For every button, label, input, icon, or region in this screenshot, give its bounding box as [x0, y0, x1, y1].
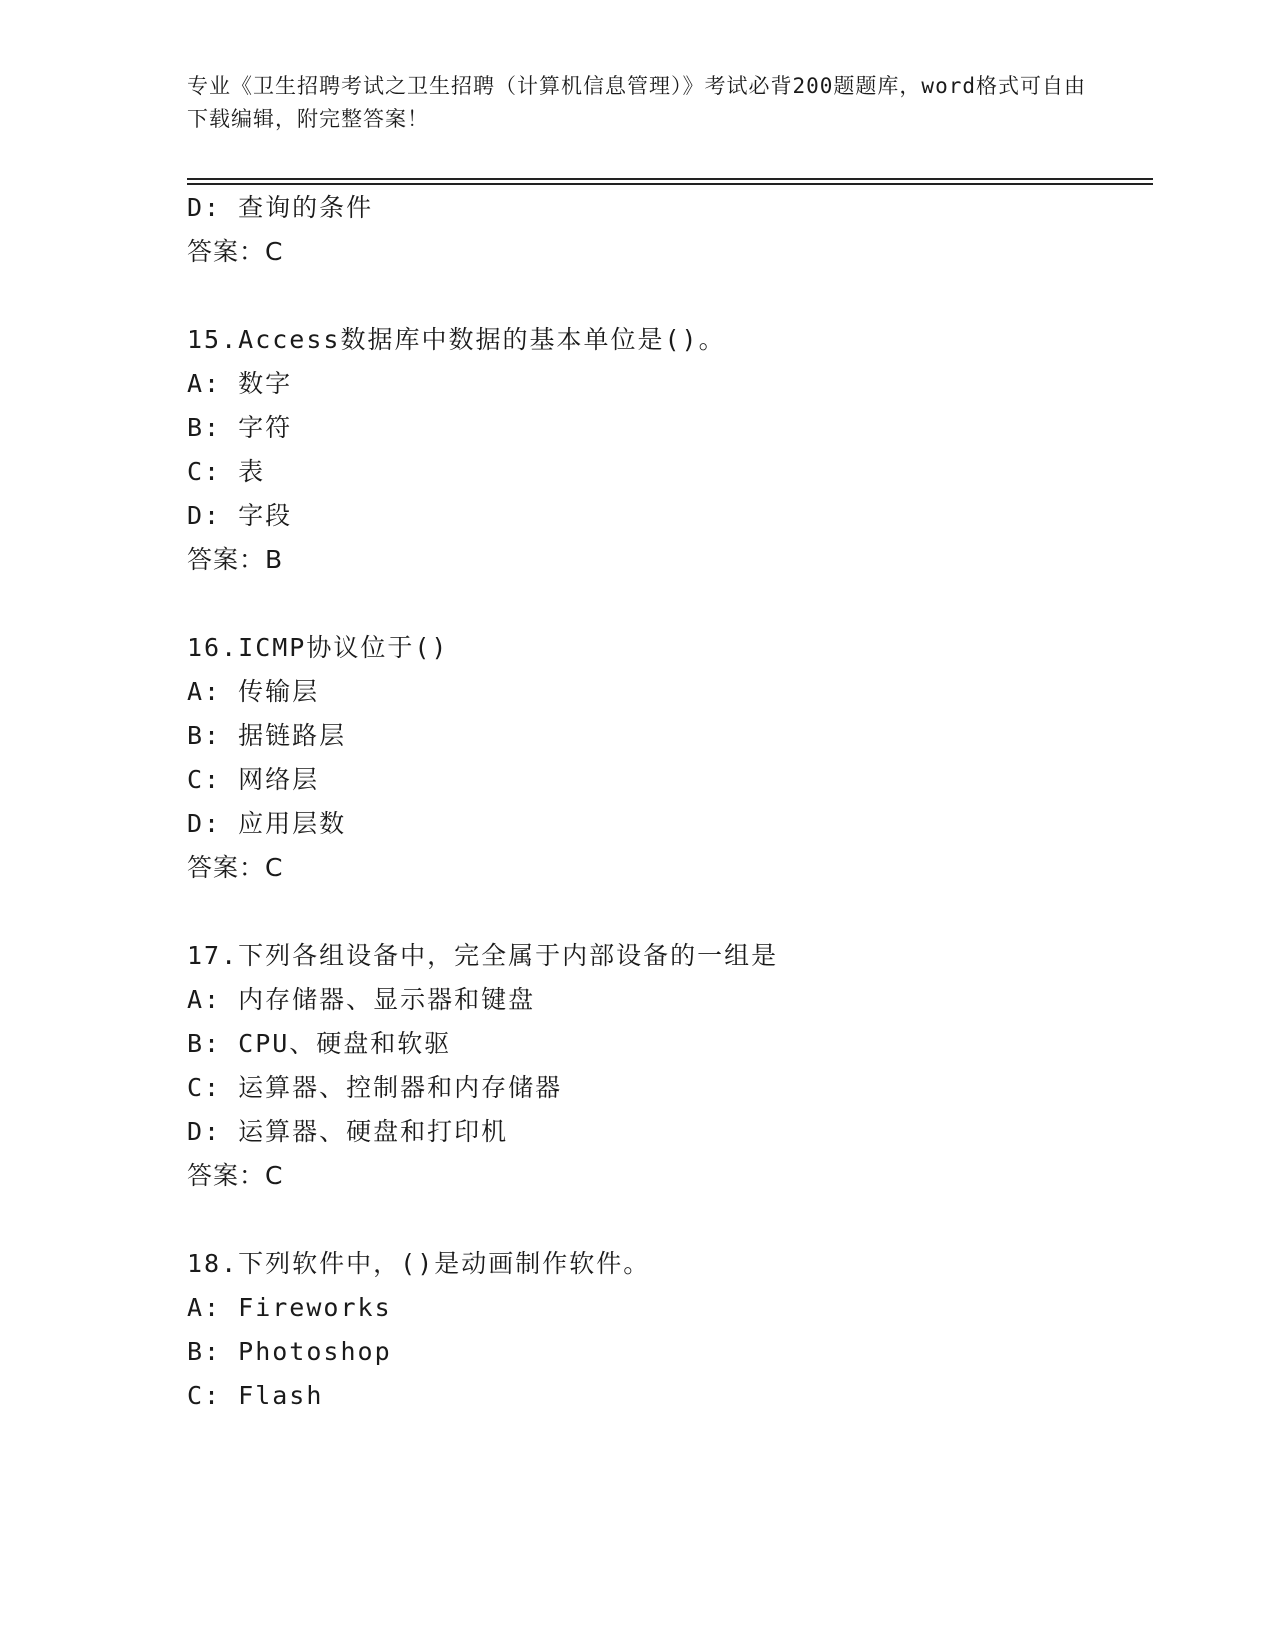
option-a: A: 数字 [187, 369, 293, 398]
option-d: D: 查询的条件 [187, 193, 374, 222]
option-c: C: 网络层 [187, 765, 320, 794]
option-c: C: Flash [187, 1381, 324, 1410]
header-divider-top [187, 178, 1153, 180]
document-header: 专业《卫生招聘考试之卫生招聘（计算机信息管理）》考试必背200题题库，word格式可自由下载编辑，附完整答案！ [187, 74, 1086, 131]
option-d: D: 运算器、硬盘和打印机 [187, 1117, 509, 1146]
answer: 答案：C [187, 1161, 284, 1190]
option-a: A: 传输层 [187, 677, 320, 706]
option-d: D: 应用层数 [187, 809, 347, 838]
option-b: B: Photoshop [187, 1337, 392, 1366]
option-a: A: 内存储器、显示器和键盘 [187, 985, 536, 1014]
answer: 答案：C [187, 853, 284, 882]
option-c: C: 表 [187, 457, 266, 486]
question-15: 15.Access数据库中数据的基本单位是()。 [187, 325, 726, 354]
header-divider-bottom [187, 183, 1153, 185]
option-b: B: CPU、硬盘和软驱 [187, 1029, 452, 1058]
option-b: B: 字符 [187, 413, 293, 442]
question-16: 16.ICMP协议位于() [187, 633, 449, 662]
question-18: 18.下列软件中，()是动画制作软件。 [187, 1249, 651, 1278]
answer: 答案：C [187, 237, 284, 266]
option-a: A: Fireworks [187, 1293, 392, 1322]
option-b: B: 据链路层 [187, 721, 347, 750]
answer: 答案：B [187, 545, 284, 574]
option-d: D: 字段 [187, 501, 293, 530]
option-c: C: 运算器、控制器和内存储器 [187, 1073, 563, 1102]
question-17: 17.下列各组设备中，完全属于内部设备的一组是 [187, 941, 779, 970]
